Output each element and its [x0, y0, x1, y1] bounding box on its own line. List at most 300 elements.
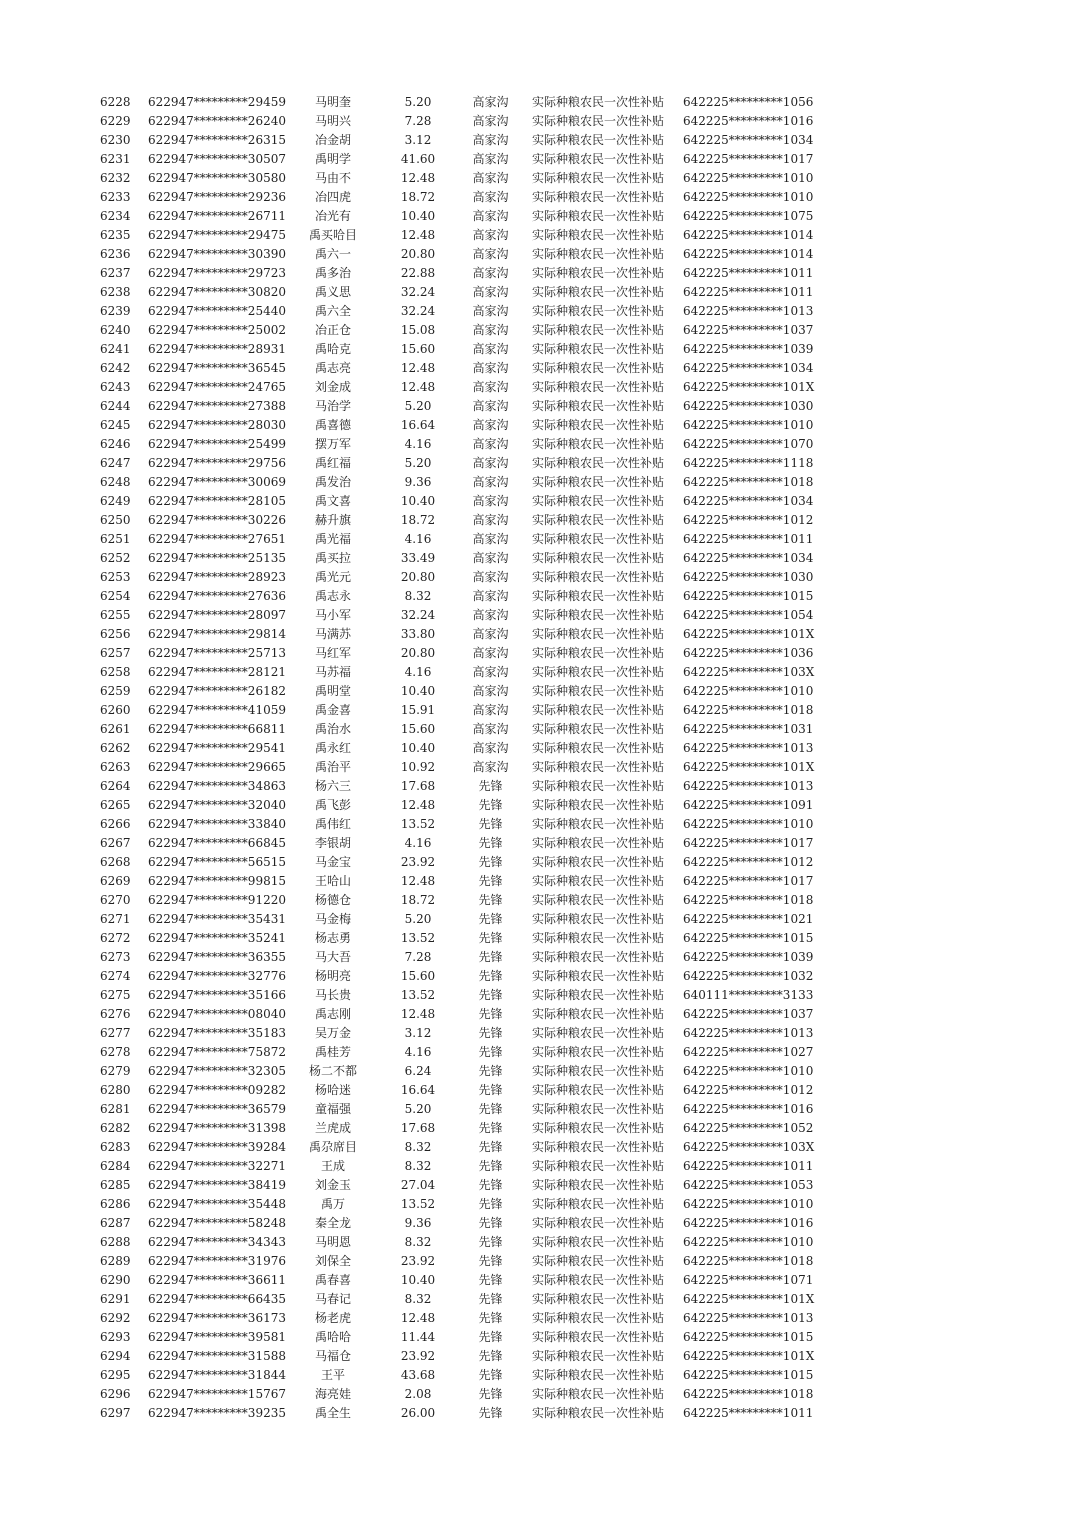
- row-number: 6269: [100, 874, 131, 888]
- farmer-name-cell: 马春记: [314, 1292, 351, 1306]
- id-number-cell: 642225*********1091: [683, 798, 814, 812]
- bank-account-cell: 622947*********34863: [148, 779, 286, 793]
- subsidy-type-cell: 实际种粮农民一次性补贴: [531, 209, 664, 223]
- row-number: 6268: [100, 855, 131, 869]
- row-number: 6239: [100, 304, 131, 318]
- row-number: 6231: [100, 152, 131, 166]
- table-row: [100, 454, 853, 473]
- subsidy-amount-cell: 27.04: [400, 1178, 436, 1192]
- table-row: [100, 150, 853, 169]
- bank-account-cell: 622947*********56515: [148, 855, 286, 869]
- subsidy-type-cell: 实际种粮农民一次性补贴: [531, 95, 664, 109]
- subsidy-amount-cell: 8.32: [404, 1140, 432, 1154]
- village-cell: 先锋: [478, 1406, 503, 1420]
- farmer-name-cell: 杨志勇: [314, 931, 351, 945]
- subsidy-type-cell: 实际种粮农民一次性补贴: [531, 418, 664, 432]
- bank-account-cell: 622947*********29665: [148, 760, 286, 774]
- subsidy-amount-cell: 12.48: [400, 798, 436, 812]
- village-cell: 先锋: [478, 988, 503, 1002]
- row-number: 6283: [100, 1140, 131, 1154]
- table-body: [100, 93, 853, 1423]
- subsidy-type-cell: 实际种粮农民一次性补贴: [531, 133, 664, 147]
- village-cell: 先锋: [478, 1292, 503, 1306]
- bank-account-cell: 622947*********32271: [148, 1159, 286, 1173]
- subsidy-type-cell: 实际种粮农民一次性补贴: [531, 608, 664, 622]
- id-number-cell: 642225*********1071: [683, 1273, 814, 1287]
- table-row: [100, 473, 853, 492]
- village-cell: 先锋: [478, 1368, 503, 1382]
- village-cell: 先锋: [478, 1349, 503, 1363]
- subsidy-amount-cell: 3.12: [404, 133, 432, 147]
- table-row: [100, 967, 853, 986]
- bank-account-cell: 622947*********29814: [148, 627, 286, 641]
- subsidy-amount-cell: 5.20: [404, 1102, 432, 1116]
- bank-account-cell: 622947*********30069: [148, 475, 286, 489]
- subsidy-type-cell: 实际种粮农民一次性补贴: [531, 1235, 664, 1249]
- bank-account-cell: 622947*********75872: [148, 1045, 286, 1059]
- bank-account-cell: 622947*********30820: [148, 285, 286, 299]
- table-row: [100, 530, 853, 549]
- subsidy-type-cell: 实际种粮农民一次性补贴: [531, 190, 664, 204]
- farmer-name-cell: 禹志永: [314, 589, 351, 603]
- bank-account-cell: 622947*********31844: [148, 1368, 286, 1382]
- village-cell: 先锋: [478, 1007, 503, 1021]
- subsidy-type-cell: 实际种粮农民一次性补贴: [531, 1387, 664, 1401]
- subsidy-type-cell: 实际种粮农民一次性补贴: [531, 684, 664, 698]
- bank-account-cell: 622947*********31976: [148, 1254, 286, 1268]
- subsidy-amount-cell: 6.24: [404, 1064, 432, 1078]
- bank-account-cell: 622947*********36611: [148, 1273, 286, 1287]
- row-number: 6293: [100, 1330, 131, 1344]
- subsidy-type-cell: 实际种粮农民一次性补贴: [531, 1083, 664, 1097]
- table-row: [100, 625, 853, 644]
- row-number: 6229: [100, 114, 131, 128]
- village-cell: 高家沟: [472, 475, 509, 489]
- bank-account-cell: 622947*********28923: [148, 570, 286, 584]
- village-cell: 高家沟: [472, 380, 509, 394]
- bank-account-cell: 622947*********29475: [148, 228, 286, 242]
- bank-account-cell: 622947*********25002: [148, 323, 286, 337]
- subsidy-amount-cell: 12.48: [400, 361, 436, 375]
- subsidy-type-cell: 实际种粮农民一次性补贴: [531, 779, 664, 793]
- id-number-cell: 642225*********1054: [683, 608, 814, 622]
- id-number-cell: 642225*********1075: [683, 209, 814, 223]
- village-cell: 先锋: [478, 874, 503, 888]
- row-number: 6265: [100, 798, 131, 812]
- village-cell: 先锋: [478, 893, 503, 907]
- bank-account-cell: 622947*********66845: [148, 836, 286, 850]
- farmer-name-cell: 杨哈迷: [314, 1083, 351, 1097]
- row-number: 6232: [100, 171, 131, 185]
- village-cell: 先锋: [478, 1216, 503, 1230]
- subsidy-amount-cell: 10.40: [400, 741, 436, 755]
- id-number-cell: 642225*********1013: [683, 1311, 814, 1325]
- farmer-name-cell: 马治学: [314, 399, 351, 413]
- subsidy-amount-cell: 32.24: [400, 304, 436, 318]
- id-number-cell: 642225*********1032: [683, 969, 814, 983]
- farmer-name-cell: 禹治水: [314, 722, 351, 736]
- table-row: [100, 169, 853, 188]
- farmer-name-cell: 禹发治: [314, 475, 351, 489]
- table-row: [100, 872, 853, 891]
- subsidy-amount-cell: 12.48: [400, 380, 436, 394]
- subsidy-type-cell: 实际种粮农民一次性补贴: [531, 380, 664, 394]
- table-row: [100, 1176, 853, 1195]
- subsidy-amount-cell: 11.44: [400, 1330, 436, 1344]
- table-row: [100, 606, 853, 625]
- bank-account-cell: 622947*********66435: [148, 1292, 286, 1306]
- subsidy-amount-cell: 4.16: [404, 532, 432, 546]
- subsidy-type-cell: 实际种粮农民一次性补贴: [531, 1406, 664, 1420]
- id-number-cell: 642225*********1030: [683, 570, 814, 584]
- subsidy-amount-cell: 7.28: [404, 950, 432, 964]
- subsidy-amount-cell: 12.48: [400, 1007, 436, 1021]
- id-number-cell: 642225*********1013: [683, 304, 814, 318]
- row-number: 6254: [100, 589, 131, 603]
- bank-account-cell: 622947*********28121: [148, 665, 286, 679]
- village-cell: 先锋: [478, 798, 503, 812]
- row-number: 6273: [100, 950, 131, 964]
- village-cell: 先锋: [478, 1178, 503, 1192]
- farmer-name-cell: 吴万金: [314, 1026, 351, 1040]
- table-row: [100, 245, 853, 264]
- farmer-name-cell: 冶正仓: [314, 323, 351, 337]
- table-row: [100, 1347, 853, 1366]
- subsidy-amount-cell: 13.52: [400, 988, 436, 1002]
- table-row: [100, 568, 853, 587]
- farmer-name-cell: 禹文喜: [314, 494, 351, 508]
- id-number-cell: 642225*********101X: [683, 1349, 815, 1363]
- subsidy-amount-cell: 5.20: [404, 912, 432, 926]
- row-number: 6275: [100, 988, 131, 1002]
- farmer-name-cell: 禹光元: [314, 570, 351, 584]
- farmer-name-cell: 刘保全: [314, 1254, 351, 1268]
- id-number-cell: 642225*********1011: [683, 1159, 814, 1173]
- village-cell: 高家沟: [472, 190, 509, 204]
- id-number-cell: 642225*********1014: [683, 228, 814, 242]
- row-number: 6256: [100, 627, 131, 641]
- subsidy-amount-cell: 33.80: [400, 627, 436, 641]
- subsidy-amount-cell: 33.49: [400, 551, 436, 565]
- subsidy-type-cell: 实际种粮农民一次性补贴: [531, 798, 664, 812]
- bank-account-cell: 622947*********36579: [148, 1102, 286, 1116]
- village-cell: 高家沟: [472, 171, 509, 185]
- village-cell: 高家沟: [472, 342, 509, 356]
- farmer-name-cell: 赫升旗: [314, 513, 351, 527]
- row-number: 6258: [100, 665, 131, 679]
- id-number-cell: 642225*********1011: [683, 266, 814, 280]
- row-number: 6263: [100, 760, 131, 774]
- row-number: 6271: [100, 912, 131, 926]
- subsidy-amount-cell: 15.60: [400, 722, 436, 736]
- village-cell: 先锋: [478, 836, 503, 850]
- farmer-name-cell: 马金宝: [314, 855, 351, 869]
- subsidy-amount-cell: 16.64: [400, 1083, 436, 1097]
- subsidy-amount-cell: 12.48: [400, 171, 436, 185]
- id-number-cell: 642225*********1016: [683, 1102, 814, 1116]
- row-number: 6292: [100, 1311, 131, 1325]
- row-number: 6282: [100, 1121, 131, 1135]
- farmer-name-cell: 禹多治: [314, 266, 351, 280]
- id-number-cell: 642225*********1012: [683, 855, 814, 869]
- subsidy-type-cell: 实际种粮农民一次性补贴: [531, 665, 664, 679]
- table-row: [100, 834, 853, 853]
- subsidy-amount-cell: 4.16: [404, 1045, 432, 1059]
- farmer-name-cell: 禹志亮: [314, 361, 351, 375]
- id-number-cell: 642225*********1011: [683, 1406, 814, 1420]
- subsidy-amount-cell: 8.32: [404, 1159, 432, 1173]
- id-number-cell: 642225*********1034: [683, 551, 814, 565]
- subsidy-type-cell: 实际种粮农民一次性补贴: [531, 1102, 664, 1116]
- row-number: 6280: [100, 1083, 131, 1097]
- subsidy-type-cell: 实际种粮农民一次性补贴: [531, 494, 664, 508]
- farmer-name-cell: 禹万: [320, 1197, 345, 1211]
- farmer-name-cell: 禹永红: [314, 741, 351, 755]
- table-row: [100, 1195, 853, 1214]
- village-cell: 高家沟: [472, 418, 509, 432]
- farmer-name-cell: 禹飞彭: [314, 798, 351, 812]
- id-number-cell: 642225*********1010: [683, 171, 814, 185]
- bank-account-cell: 622947*********99815: [148, 874, 286, 888]
- subsidy-type-cell: 实际种粮农民一次性补贴: [531, 855, 664, 869]
- subsidy-type-cell: 实际种粮农民一次性补贴: [531, 722, 664, 736]
- farmer-name-cell: 马由不: [314, 171, 351, 185]
- row-number: 6253: [100, 570, 131, 584]
- table-row: [100, 131, 853, 150]
- subsidy-type-cell: 实际种粮农民一次性补贴: [531, 570, 664, 584]
- bank-account-cell: 622947*********36173: [148, 1311, 286, 1325]
- table-row: [100, 511, 853, 530]
- village-cell: 高家沟: [472, 627, 509, 641]
- table-row: [100, 359, 853, 378]
- subsidy-type-cell: 实际种粮农民一次性补贴: [531, 171, 664, 185]
- id-number-cell: 642225*********1039: [683, 342, 814, 356]
- subsidy-type-cell: 实际种粮农民一次性补贴: [531, 475, 664, 489]
- bank-account-cell: 622947*********26711: [148, 209, 286, 223]
- farmer-name-cell: 杨明亮: [314, 969, 351, 983]
- village-cell: 高家沟: [472, 741, 509, 755]
- bank-account-cell: 622947*********24765: [148, 380, 286, 394]
- row-number: 6276: [100, 1007, 131, 1021]
- row-number: 6264: [100, 779, 131, 793]
- id-number-cell: 642225*********1056: [683, 95, 814, 109]
- table-row: [100, 1119, 853, 1138]
- row-number: 6259: [100, 684, 131, 698]
- table-row: [100, 416, 853, 435]
- id-number-cell: 642225*********101X: [683, 380, 815, 394]
- id-number-cell: 642225*********1039: [683, 950, 814, 964]
- village-cell: 高家沟: [472, 228, 509, 242]
- subsidy-amount-cell: 18.72: [400, 513, 436, 527]
- table-row: [100, 1252, 853, 1271]
- subsidy-amount-cell: 13.52: [400, 817, 436, 831]
- village-cell: 先锋: [478, 1026, 503, 1040]
- subsidy-type-cell: 实际种粮农民一次性补贴: [531, 1349, 664, 1363]
- row-number: 6294: [100, 1349, 131, 1363]
- bank-account-cell: 622947*********35448: [148, 1197, 286, 1211]
- village-cell: 高家沟: [472, 494, 509, 508]
- village-cell: 先锋: [478, 1311, 503, 1325]
- subsidy-amount-cell: 22.88: [400, 266, 436, 280]
- row-number: 6262: [100, 741, 131, 755]
- row-number: 6274: [100, 969, 131, 983]
- village-cell: 高家沟: [472, 437, 509, 451]
- farmer-name-cell: 李银胡: [314, 836, 351, 850]
- subsidy-amount-cell: 4.16: [404, 836, 432, 850]
- subsidy-type-cell: 实际种粮农民一次性补贴: [531, 931, 664, 945]
- row-number: 6237: [100, 266, 131, 280]
- farmer-name-cell: 杨二不都: [308, 1064, 357, 1078]
- subsidy-amount-cell: 5.20: [404, 456, 432, 470]
- subsidy-amount-cell: 10.40: [400, 209, 436, 223]
- subsidy-type-cell: 实际种粮农民一次性补贴: [531, 646, 664, 660]
- subsidy-type-cell: 实际种粮农民一次性补贴: [531, 1330, 664, 1344]
- subsidy-amount-cell: 13.52: [400, 1197, 436, 1211]
- row-number: 6284: [100, 1159, 131, 1173]
- id-number-cell: 642225*********1018: [683, 1387, 814, 1401]
- table-row: [100, 758, 853, 777]
- bank-account-cell: 622947*********32776: [148, 969, 286, 983]
- row-number: 6235: [100, 228, 131, 242]
- id-number-cell: 642225*********1012: [683, 513, 814, 527]
- row-number: 6288: [100, 1235, 131, 1249]
- row-number: 6266: [100, 817, 131, 831]
- table-row: [100, 910, 853, 929]
- table-row: [100, 853, 853, 872]
- village-cell: 高家沟: [472, 304, 509, 318]
- farmer-name-cell: 禹六全: [314, 304, 351, 318]
- village-cell: 先锋: [478, 1254, 503, 1268]
- subsidy-type-cell: 实际种粮农民一次性补贴: [531, 988, 664, 1002]
- row-number: 6260: [100, 703, 131, 717]
- id-number-cell: 642225*********1013: [683, 741, 814, 755]
- id-number-cell: 642225*********1010: [683, 1064, 814, 1078]
- subsidy-type-cell: 实际种粮农民一次性补贴: [531, 266, 664, 280]
- row-number: 6228: [100, 95, 131, 109]
- id-number-cell: 642225*********1021: [683, 912, 814, 926]
- id-number-cell: 642225*********1018: [683, 1254, 814, 1268]
- row-number: 6236: [100, 247, 131, 261]
- bank-account-cell: 622947*********26182: [148, 684, 286, 698]
- table-row: [100, 663, 853, 682]
- village-cell: 高家沟: [472, 589, 509, 603]
- subsidy-amount-cell: 15.60: [400, 969, 436, 983]
- village-cell: 先锋: [478, 950, 503, 964]
- village-cell: 高家沟: [472, 266, 509, 280]
- table-row: [100, 1309, 853, 1328]
- village-cell: 高家沟: [472, 608, 509, 622]
- subsidy-amount-cell: 3.12: [404, 1026, 432, 1040]
- bank-account-cell: 622947*********30507: [148, 152, 286, 166]
- table-row: [100, 93, 853, 112]
- farmer-name-cell: 马满苏: [314, 627, 351, 641]
- table-row: [100, 796, 853, 815]
- id-number-cell: 642225*********1018: [683, 703, 814, 717]
- village-cell: 先锋: [478, 969, 503, 983]
- id-number-cell: 642225*********1017: [683, 152, 814, 166]
- farmer-name-cell: 马大吾: [314, 950, 351, 964]
- subsidy-type-cell: 实际种粮农民一次性补贴: [531, 437, 664, 451]
- subsidy-type-cell: 实际种粮农民一次性补贴: [531, 741, 664, 755]
- farmer-name-cell: 王成: [320, 1159, 345, 1173]
- id-number-cell: 642225*********1030: [683, 399, 814, 413]
- village-cell: 先锋: [478, 779, 503, 793]
- village-cell: 高家沟: [472, 570, 509, 584]
- farmer-name-cell: 摆万军: [314, 437, 351, 451]
- bank-account-cell: 622947*********31588: [148, 1349, 286, 1363]
- subsidy-amount-cell: 32.24: [400, 285, 436, 299]
- bank-account-cell: 622947*********31398: [148, 1121, 286, 1135]
- farmer-name-cell: 禹桂芳: [314, 1045, 351, 1059]
- table-row: [100, 929, 853, 948]
- village-cell: 高家沟: [472, 456, 509, 470]
- row-number: 6247: [100, 456, 131, 470]
- village-cell: 先锋: [478, 1102, 503, 1116]
- bank-account-cell: 622947*********29236: [148, 190, 286, 204]
- id-number-cell: 642225*********1118: [683, 456, 814, 470]
- subsidy-type-cell: 实际种粮农民一次性补贴: [531, 456, 664, 470]
- farmer-name-cell: 马明奎: [314, 95, 351, 109]
- farmer-name-cell: 禹明学: [314, 152, 351, 166]
- bank-account-cell: 622947*********39284: [148, 1140, 286, 1154]
- subsidy-amount-cell: 7.28: [404, 114, 432, 128]
- bank-account-cell: 622947*********27388: [148, 399, 286, 413]
- id-number-cell: 642225*********101X: [683, 627, 815, 641]
- table-row: [100, 815, 853, 834]
- id-number-cell: 642225*********1011: [683, 285, 814, 299]
- id-number-cell: 642225*********1010: [683, 190, 814, 204]
- id-number-cell: 642225*********1015: [683, 589, 814, 603]
- village-cell: 高家沟: [472, 323, 509, 337]
- village-cell: 高家沟: [472, 646, 509, 660]
- farmer-name-cell: 杨德仓: [314, 893, 351, 907]
- village-cell: 先锋: [478, 1159, 503, 1173]
- subsidy-amount-cell: 41.60: [400, 152, 436, 166]
- subsidy-amount-cell: 23.92: [400, 1349, 436, 1363]
- id-number-cell: 642225*********101X: [683, 760, 815, 774]
- subsidy-type-cell: 实际种粮农民一次性补贴: [531, 285, 664, 299]
- subsidy-type-cell: 实际种粮农民一次性补贴: [531, 703, 664, 717]
- subsidy-amount-cell: 16.64: [400, 418, 436, 432]
- subsidy-amount-cell: 2.08: [404, 1387, 432, 1401]
- id-number-cell: 642225*********1014: [683, 247, 814, 261]
- village-cell: 高家沟: [472, 247, 509, 261]
- row-number: 6233: [100, 190, 131, 204]
- row-number: 6257: [100, 646, 131, 660]
- village-cell: 高家沟: [472, 684, 509, 698]
- farmer-name-cell: 王哈山: [314, 874, 351, 888]
- bank-account-cell: 622947*********25499: [148, 437, 286, 451]
- farmer-name-cell: 禹春喜: [314, 1273, 351, 1287]
- table-row: [100, 340, 853, 359]
- table-row: [100, 1385, 853, 1404]
- row-number: 6243: [100, 380, 131, 394]
- subsidy-amount-cell: 12.48: [400, 874, 436, 888]
- bank-account-cell: 622947*********28097: [148, 608, 286, 622]
- farmer-name-cell: 马金梅: [314, 912, 351, 926]
- bank-account-cell: 622947*********29756: [148, 456, 286, 470]
- table-row: [100, 777, 853, 796]
- subsidy-type-cell: 实际种粮农民一次性补贴: [531, 1026, 664, 1040]
- village-cell: 先锋: [478, 1064, 503, 1078]
- farmer-name-cell: 冶四虎: [314, 190, 351, 204]
- subsidy-type-cell: 实际种粮农民一次性补贴: [531, 152, 664, 166]
- bank-account-cell: 622947*********32305: [148, 1064, 286, 1078]
- id-number-cell: 642225*********1015: [683, 1368, 814, 1382]
- table-row: [100, 397, 853, 416]
- row-number: 6248: [100, 475, 131, 489]
- bank-account-cell: 622947*********27651: [148, 532, 286, 546]
